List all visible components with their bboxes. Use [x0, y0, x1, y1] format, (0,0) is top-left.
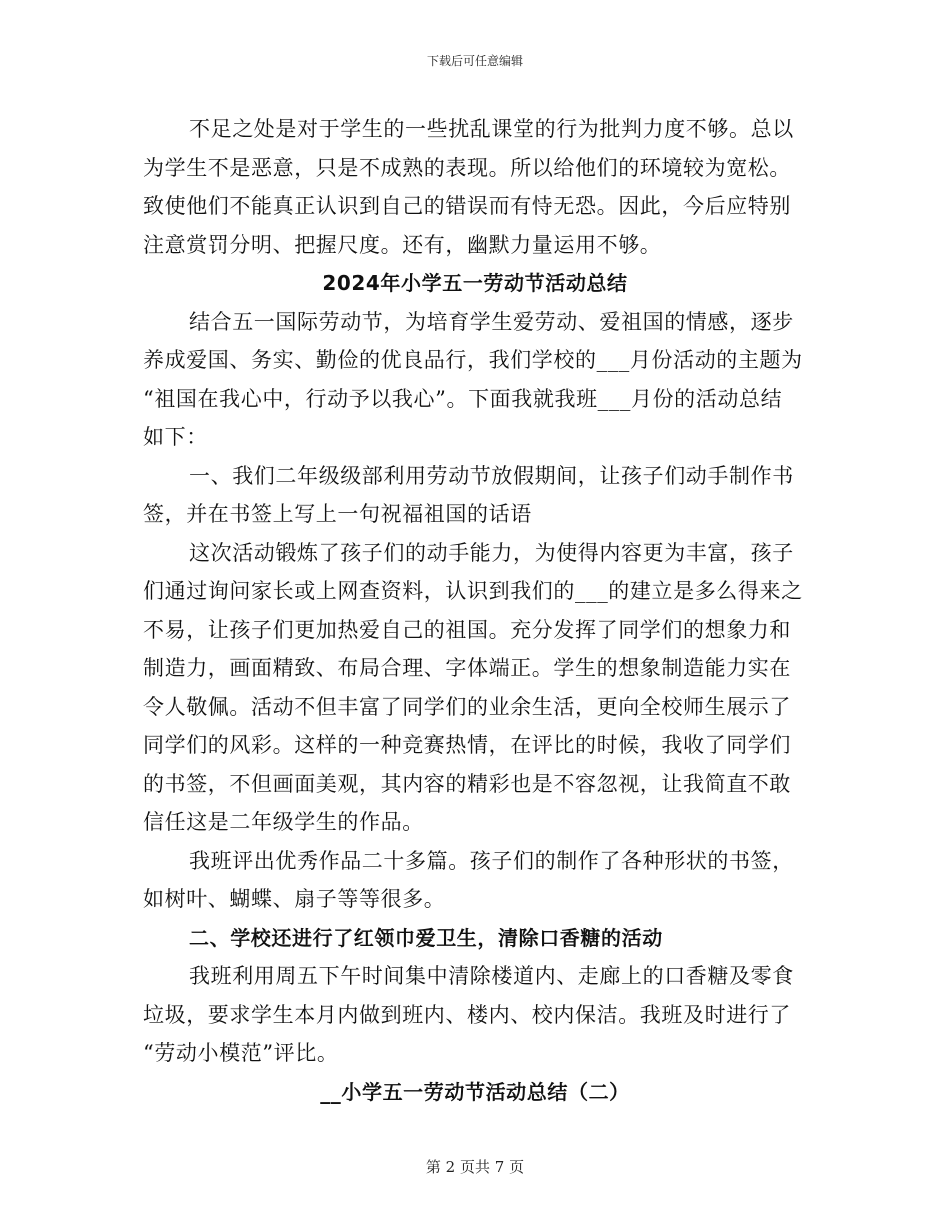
text-line: 如下： — [143, 425, 208, 449]
text-line: 二、学校还进行了红领巾爱卫生，清除口香糖的活动 — [189, 925, 663, 950]
text-line: 不足之处是对于学生的一些扰乱课堂的行为批判力度不够。总以 — [189, 117, 794, 141]
text-line: 这次活动锻炼了孩子们的动手能力，为使得内容更为丰富，孩子 — [189, 540, 794, 565]
text-line: “祖国在我心中，行动予以我心”。下面我就我班___月份的活动总结 — [143, 386, 783, 411]
text-line: 我班评出优秀作品二十多篇。孩子们的制作了各种形状的书签， — [189, 848, 794, 873]
page-footer: 第 2 页共 7 页 — [425, 1158, 525, 1176]
text-line: 签，并在书签上写上一句祝福祖国的话语 — [143, 502, 532, 526]
text-line: 同学们的风彩。这样的一种竞赛热情，在评比的时候，我收了同学们 — [143, 733, 791, 757]
section-heading: __小学五一劳动节活动总结（二） — [320, 1079, 630, 1104]
section-heading: 2024年小学五一劳动节活动总结 — [322, 271, 628, 295]
text-line: 注意赏罚分明、把握尺度。还有，幽默力量运用不够。 — [143, 232, 662, 257]
text-line: 制造力，画面精致、布局合理、字体端正。学生的想象制造能力实在 — [143, 656, 791, 680]
text-line: “劳动小模范”评比。 — [143, 1041, 339, 1065]
page-header: 下载后可任意编辑 — [426, 54, 523, 68]
document-body — [143, 110, 807, 1111]
text-line: 不易，让孩子们更加热爱自己的祖国。充分发挥了同学们的想象力和 — [143, 617, 791, 642]
text-line: 们通过询问家长或上网查资料，认识到我们的___的建立是多么得来之 — [143, 579, 803, 603]
text-line: 信任这是二年级学生的作品。 — [143, 810, 424, 834]
text-line: 令人敬佩。活动不但丰富了同学们的业余生活，更向全校师生展示了 — [143, 694, 791, 719]
text-line: 致使他们不能真正认识到自己的错误而有恃无恐。因此，今后应特别 — [143, 194, 791, 218]
text-line: 我班利用周五下午时间集中清除楼道内、走廊上的口香糖及零食 — [189, 964, 794, 988]
text-line: 结合五一国际劳动节，为培育学生爱劳动、爱祖国的情感，逐步 — [189, 309, 794, 334]
text-line: 的书签，不但画面美观，其内容的精彩也是不容忽视，让我简直不敢 — [143, 771, 791, 796]
text-line: 养成爱国、务实、勤俭的优良品行，我们学校的___月份活动的主题为 — [143, 348, 803, 372]
text-line: 为学生不是恶意，只是不成熟的表现。所以给他们的环境较为宽松。 — [143, 155, 791, 180]
text-line: 一、我们二年级级部利用劳动节放假期间，让孩子们动手制作书 — [189, 463, 794, 488]
text-line: 垃圾，要求学生本月内做到班内、楼内、校内保洁。我班及时进行了 — [143, 1002, 791, 1027]
text-line: 如树叶、蝴蝶、扇子等等很多。 — [143, 887, 446, 911]
